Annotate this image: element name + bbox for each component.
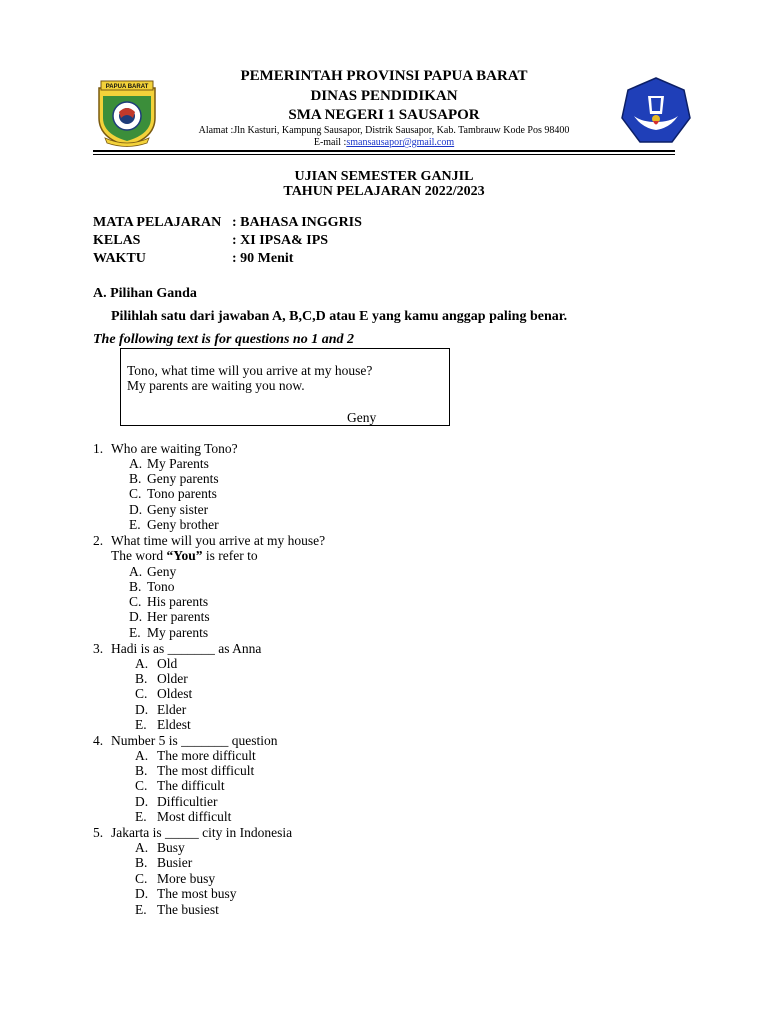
tut-wuri-handayani-logo — [620, 76, 692, 148]
info-row-time — [93, 251, 393, 269]
header-divider-thin — [93, 154, 675, 155]
option-text: Busier — [157, 855, 193, 870]
option-letter: E. — [135, 902, 147, 917]
option-text: Older — [157, 671, 188, 686]
option-letter: B. — [135, 763, 148, 778]
email-label: E-mail : — [313, 137, 347, 148]
info-value: : BAHASA INGGRIS — [232, 215, 362, 230]
option-text: Geny sister — [147, 502, 209, 517]
exam-academic-year: TAHUN PELAJARAN 2022/2023 — [283, 184, 485, 199]
question-number: 5. — [93, 825, 104, 840]
header-government: PEMERINTAH PROVINSI PAPUA BARAT — [240, 68, 528, 84]
question-text: Who are waiting Tono? — [111, 441, 238, 456]
option-text: The more difficult — [157, 748, 256, 763]
option-text: My Parents — [147, 456, 209, 471]
passage-line: Tono, what time will you arrive at my house? — [127, 363, 373, 378]
option-letter: B. — [135, 855, 148, 870]
option-text: Elder — [157, 702, 187, 717]
option-letter: C. — [129, 594, 142, 609]
option-text: Tono — [147, 579, 175, 594]
email-link[interactable]: smansausapor@gmail.com — [346, 137, 455, 148]
option-letter: A. — [129, 456, 143, 471]
question-text: Jakarta is _____ city in Indonesia — [111, 825, 293, 840]
option-letter: E. — [135, 717, 147, 732]
option-letter: C. — [135, 778, 148, 793]
option-letter: D. — [135, 794, 149, 809]
svg-text:PAPUA BARAT: PAPUA BARAT — [105, 84, 149, 90]
option-text: The most difficult — [157, 763, 255, 778]
option-text: Most difficult — [157, 809, 232, 824]
option-letter: B. — [129, 579, 142, 594]
subtext-pre: The word — [111, 548, 167, 563]
option-letter: A. — [129, 564, 143, 579]
exam-title: UJIAN SEMESTER GANJIL — [294, 169, 474, 184]
option-letter: A. — [135, 656, 149, 671]
passage-line: My parents are waiting you now. — [127, 378, 305, 393]
passage-intro: The following text is for questions no 1 and 2 — [93, 332, 354, 347]
header-school-name: SMA NEGERI 1 SAUSAPOR — [288, 107, 480, 123]
subtext-post: is refer to — [202, 548, 258, 563]
question-number: 2. — [93, 533, 104, 548]
option-text: Geny parents — [147, 471, 219, 486]
question-number: 3. — [93, 641, 104, 656]
option-letter: C. — [135, 686, 148, 701]
question-number: 1. — [93, 441, 104, 456]
option-text: More busy — [157, 871, 216, 886]
option-text: Geny brother — [147, 517, 219, 532]
question-number: 4. — [93, 733, 104, 748]
option-letter: A. — [135, 748, 149, 763]
header-department: DINAS PENDIDIKAN — [310, 88, 458, 104]
info-value: : 90 Menit — [232, 251, 294, 266]
option-letter: B. — [129, 471, 142, 486]
section-instruction: Pilihlah satu dari jawaban A, B,C,D atau E yang kamu anggap paling benar. — [111, 309, 568, 324]
option-text: Oldest — [157, 686, 193, 701]
option-text: Difficultier — [157, 794, 218, 809]
info-key: MATA PELAJARAN — [93, 215, 222, 230]
section-heading: A. Pilihan Ganda — [93, 286, 197, 301]
header-divider-thick — [93, 150, 675, 152]
option-letter: A. — [135, 840, 149, 855]
option-letter: E. — [129, 625, 141, 640]
question-text: Hadi is as _______ as Anna — [111, 641, 262, 656]
option-letter: D. — [129, 609, 143, 624]
option-text: Tono parents — [147, 486, 217, 501]
option-letter: C. — [129, 486, 142, 501]
option-text: His parents — [147, 594, 209, 609]
option-letter: E. — [135, 809, 147, 824]
option-letter: C. — [135, 871, 148, 886]
option-letter: D. — [135, 886, 149, 901]
header-address: Alamat :Jln Kasturi, Kampung Sausapor, Distrik Sausapor, Kab. Tambrauw Kode Pos 98400 — [198, 125, 570, 136]
question-text: Number 5 is _______ question — [111, 733, 278, 748]
option-text: The busiest — [157, 902, 219, 917]
option-text: Busy — [157, 840, 185, 855]
option-text: The difficult — [157, 778, 225, 793]
info-value: : XI IPSA& IPS — [232, 233, 329, 248]
option-letter: D. — [129, 502, 143, 517]
header-email-line — [170, 137, 598, 148]
option-text: The most busy — [157, 886, 237, 901]
question-text: What time will you arrive at my house? — [111, 533, 326, 548]
option-letter: B. — [135, 671, 148, 686]
option-letter: E. — [129, 517, 141, 532]
passage-box — [120, 348, 450, 426]
option-text: Old — [157, 656, 178, 671]
option-text: Eldest — [157, 717, 191, 732]
option-text: My parents — [147, 625, 209, 640]
option-letter: D. — [135, 702, 149, 717]
info-key: WAKTU — [93, 251, 146, 266]
option-text: Geny — [147, 564, 177, 579]
info-key: KELAS — [93, 233, 141, 248]
info-row-subject — [93, 215, 393, 233]
papua-barat-crest-logo — [93, 78, 161, 148]
info-row-class — [93, 233, 393, 251]
subtext-bold: “You” — [166, 548, 203, 563]
option-text: Her parents — [147, 609, 210, 624]
passage-signature: Geny — [347, 410, 377, 425]
question-2-subtext — [111, 548, 258, 564]
